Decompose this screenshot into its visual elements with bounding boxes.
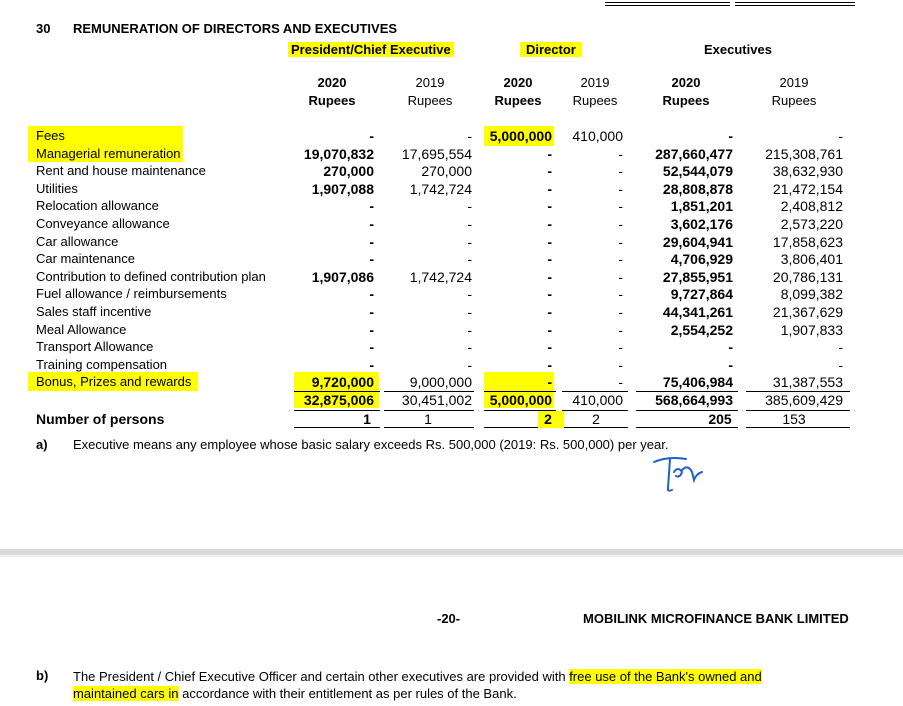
table-cell: - bbox=[467, 356, 472, 373]
row-label: Fees bbox=[36, 128, 65, 143]
table-cell: - bbox=[369, 356, 374, 373]
persons-cell: 205 bbox=[708, 411, 732, 427]
table-cell: - bbox=[838, 339, 843, 356]
table-cell: - bbox=[467, 286, 472, 303]
row-label: Relocation allowance bbox=[36, 198, 159, 214]
top-rule-right bbox=[735, 2, 855, 3]
section-title: REMUNERATION OF DIRECTORS AND EXECUTIVES bbox=[73, 21, 398, 36]
table-cell: - bbox=[618, 198, 623, 215]
table-cell: 1,907,088 bbox=[311, 180, 374, 197]
table-cell: 1,907,833 bbox=[780, 321, 843, 338]
table-cell: - bbox=[369, 233, 374, 250]
note-b-part1: The President / Chief Executive Officer and certain other executives are provided with bbox=[73, 669, 570, 684]
table-cell: 31,387,553 bbox=[772, 374, 843, 391]
row-label: Car allowance bbox=[36, 233, 119, 249]
table-cell: 270,000 bbox=[323, 163, 374, 180]
table-cell: - bbox=[547, 374, 552, 391]
table-cell: - bbox=[618, 268, 623, 285]
persons-rule bbox=[294, 427, 380, 428]
table-cell: - bbox=[618, 304, 623, 320]
row-label: Car maintenance bbox=[36, 251, 135, 267]
group-executives: Executives bbox=[704, 42, 772, 57]
table-cell: 17,695,554 bbox=[401, 145, 472, 162]
total-cell: 410,000 bbox=[572, 392, 623, 408]
table-cell: 1,742,724 bbox=[409, 180, 472, 197]
table-cell: - bbox=[728, 356, 733, 373]
table-cell: - bbox=[369, 339, 374, 356]
table-cell: - bbox=[547, 216, 552, 232]
column-year: 2020 bbox=[317, 75, 347, 90]
row-label: Rent and house maintenance bbox=[36, 163, 206, 179]
table-cell: - bbox=[369, 198, 374, 215]
total-cell: 32,875,006 bbox=[303, 392, 374, 408]
column-unit: Rupees bbox=[494, 93, 542, 108]
persons-cell: 2 bbox=[544, 411, 552, 427]
company-name: MOBILINK MICROFINANCE BANK LIMITED bbox=[583, 611, 849, 626]
persons-cell: 153 bbox=[782, 411, 806, 427]
table-cell: 9,000,000 bbox=[409, 374, 472, 391]
table-cell: - bbox=[618, 321, 623, 338]
table-cell: - bbox=[369, 321, 374, 338]
column-year: 2020 bbox=[503, 75, 533, 90]
persons-rule bbox=[384, 427, 474, 428]
column-unit: Rupees bbox=[572, 93, 618, 108]
table-cell: 21,472,154 bbox=[772, 180, 843, 197]
table-cell: - bbox=[547, 163, 552, 180]
table-cell: 1,742,724 bbox=[409, 268, 472, 285]
table-cell: - bbox=[618, 286, 623, 303]
table-cell: 28,808,878 bbox=[662, 180, 733, 197]
table-cell: - bbox=[618, 233, 623, 250]
table-cell: - bbox=[547, 198, 552, 215]
table-cell: - bbox=[467, 251, 472, 268]
table-cell: 20,786,131 bbox=[772, 268, 843, 285]
row-label: Conveyance allowance bbox=[36, 216, 170, 231]
persons-cell: 1 bbox=[424, 411, 432, 427]
subtotal-rule bbox=[484, 391, 556, 392]
note-b-text bbox=[73, 668, 849, 702]
table-cell: 27,855,951 bbox=[662, 268, 733, 285]
column-year: 2019 bbox=[580, 75, 610, 90]
subtotal-rule bbox=[746, 391, 850, 392]
table-cell: - bbox=[369, 251, 374, 268]
persons-label: Number of persons bbox=[36, 411, 165, 427]
signature-mark bbox=[650, 450, 710, 495]
note-a-text: Executive means any employee whose basic salary exceeds Rs. 500,000 (2019: Rs. 500,000) per year. bbox=[73, 437, 669, 452]
row-label: Training compensation bbox=[36, 356, 168, 372]
table-cell: - bbox=[547, 304, 552, 320]
top-rule-left bbox=[605, 2, 730, 3]
persons-rule bbox=[746, 427, 850, 428]
row-label: Contribution to defined contribution plan bbox=[36, 268, 266, 284]
table-cell: - bbox=[618, 180, 623, 197]
table-cell: - bbox=[467, 304, 472, 320]
table-cell: - bbox=[618, 339, 623, 356]
row-label: Sales staff incentive bbox=[36, 304, 152, 319]
table-cell: - bbox=[838, 128, 843, 144]
table-cell: 44,341,261 bbox=[662, 304, 733, 320]
subtotal-rule bbox=[562, 391, 628, 392]
table-cell: - bbox=[547, 180, 552, 197]
table-cell: - bbox=[547, 321, 552, 338]
note-a-marker: a) bbox=[36, 437, 48, 452]
top-rule-left-2 bbox=[605, 5, 730, 6]
group-president: President/Chief Executive bbox=[288, 42, 454, 57]
page-number: -20- bbox=[437, 611, 461, 626]
table-cell: 270,000 bbox=[421, 163, 472, 180]
row-label: Meal Allowance bbox=[36, 321, 127, 337]
row-label: Utilities bbox=[36, 180, 78, 196]
table-cell: 287,660,477 bbox=[655, 145, 733, 162]
table-cell: - bbox=[467, 128, 472, 144]
table-cell: - bbox=[618, 163, 623, 180]
table-cell: - bbox=[547, 145, 552, 162]
page-separator-shadow bbox=[0, 555, 903, 557]
table-cell: - bbox=[618, 216, 623, 232]
column-year: 2020 bbox=[671, 75, 701, 90]
persons-rule bbox=[562, 427, 628, 428]
table-cell: - bbox=[547, 286, 552, 303]
column-unit: Rupees bbox=[308, 93, 356, 108]
table-cell: - bbox=[369, 286, 374, 303]
table-cell: - bbox=[467, 339, 472, 356]
table-cell: 2,408,812 bbox=[780, 198, 843, 215]
note-b-highlight-2: maintained cars in bbox=[73, 686, 179, 701]
column-year: 2019 bbox=[779, 75, 809, 90]
table-cell: - bbox=[547, 251, 552, 268]
subtotal-rule bbox=[384, 391, 474, 392]
table-cell: 1,851,201 bbox=[670, 198, 733, 215]
table-cell: 3,602,176 bbox=[670, 216, 733, 232]
table-cell: - bbox=[547, 233, 552, 250]
table-cell: - bbox=[728, 339, 733, 356]
top-rule-right-2 bbox=[735, 5, 855, 6]
table-cell: 21,367,629 bbox=[772, 304, 843, 320]
column-unit: Rupees bbox=[662, 93, 710, 108]
note-b-marker: b) bbox=[36, 668, 49, 683]
table-cell: 75,406,984 bbox=[662, 374, 733, 391]
row-label: Managerial remuneration bbox=[36, 145, 181, 161]
table-cell: - bbox=[467, 233, 472, 250]
table-cell: - bbox=[369, 304, 374, 320]
table-cell: 4,706,929 bbox=[670, 251, 733, 268]
table-cell: - bbox=[618, 145, 623, 162]
persons-cell: 2 bbox=[592, 411, 600, 427]
table-cell: - bbox=[547, 268, 552, 285]
table-cell: - bbox=[547, 356, 552, 373]
table-cell: - bbox=[467, 198, 472, 215]
table-cell: 38,632,930 bbox=[772, 163, 843, 180]
table-cell: 410,000 bbox=[572, 128, 623, 144]
table-cell: - bbox=[618, 251, 623, 268]
table-cell: 9,720,000 bbox=[311, 374, 374, 391]
table-cell: 2,573,220 bbox=[780, 216, 843, 232]
table-cell: - bbox=[838, 356, 843, 373]
total-cell: 30,451,002 bbox=[401, 392, 472, 408]
table-cell: - bbox=[369, 216, 374, 232]
table-cell: - bbox=[369, 128, 374, 144]
table-cell: 5,000,000 bbox=[489, 128, 552, 144]
section-number: 30 bbox=[36, 21, 51, 36]
row-label: Fuel allowance / reimbursements bbox=[36, 286, 227, 302]
row-label: Bonus, Prizes and rewards bbox=[36, 374, 192, 390]
row-label: Transport Allowance bbox=[36, 339, 154, 355]
table-cell: 19,070,832 bbox=[303, 145, 374, 162]
table-cell: 52,544,079 bbox=[662, 163, 733, 180]
table-cell: 29,604,941 bbox=[662, 233, 733, 250]
subtotal-rule bbox=[636, 391, 738, 392]
table-cell: 3,806,401 bbox=[780, 251, 843, 268]
table-cell: 215,308,761 bbox=[765, 145, 843, 162]
table-cell: 2,554,252 bbox=[670, 321, 733, 338]
table-cell: 9,727,864 bbox=[670, 286, 733, 303]
note-b-part4: accordance with their entitlement as per rules of the Bank. bbox=[178, 686, 517, 701]
table-cell: 1,907,086 bbox=[311, 268, 374, 285]
total-cell: 5,000,000 bbox=[489, 392, 552, 408]
table-cell: - bbox=[547, 339, 552, 356]
table-cell: - bbox=[728, 128, 733, 144]
total-cell: 568,664,993 bbox=[655, 392, 733, 408]
column-year: 2019 bbox=[415, 75, 445, 90]
persons-cell: 1 bbox=[363, 411, 371, 427]
table-cell: - bbox=[618, 374, 623, 391]
subtotal-rule bbox=[294, 391, 380, 392]
table-cell: - bbox=[467, 216, 472, 232]
table-cell: - bbox=[618, 356, 623, 373]
table-cell: - bbox=[467, 321, 472, 338]
column-unit: Rupees bbox=[771, 93, 817, 108]
persons-rule bbox=[636, 427, 738, 428]
group-director: Director bbox=[520, 42, 582, 57]
note-b-highlight-1: free use of the Bank's owned and bbox=[569, 669, 762, 684]
table-cell: 17,858,623 bbox=[772, 233, 843, 250]
total-cell: 385,609,429 bbox=[765, 392, 843, 408]
table-cell: 8,099,382 bbox=[780, 286, 843, 303]
column-unit: Rupees bbox=[407, 93, 453, 108]
